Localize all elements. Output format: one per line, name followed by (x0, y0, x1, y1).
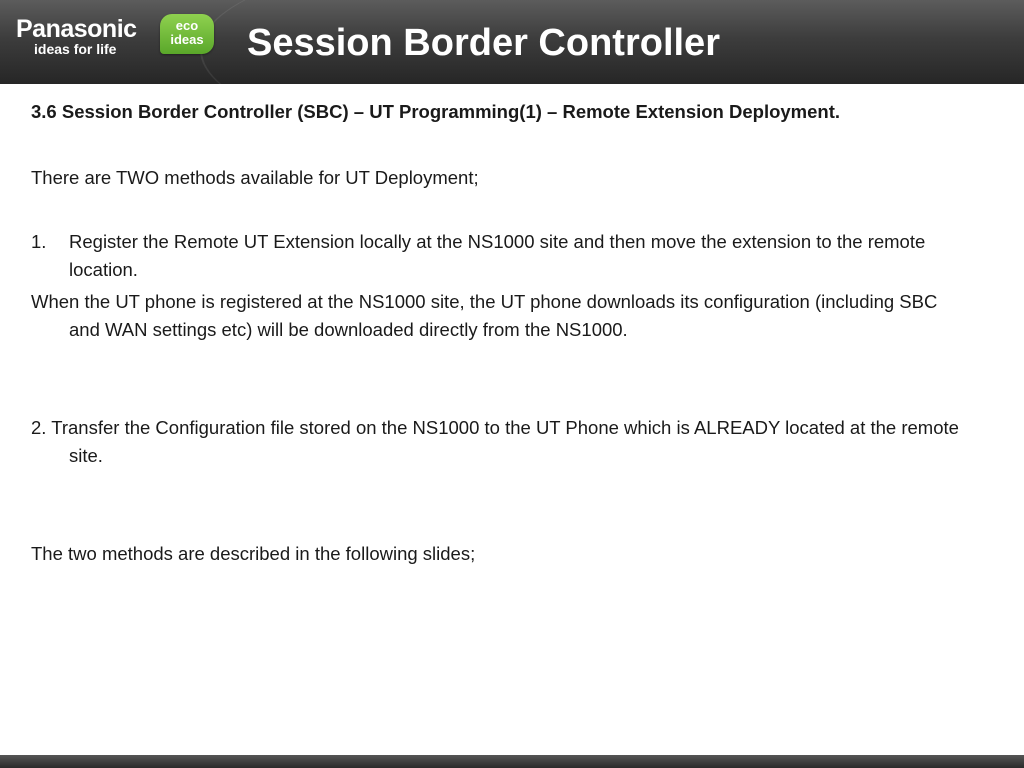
badge-line-ideas: ideas (170, 32, 204, 47)
panasonic-logo (16, 14, 156, 64)
header-bar (0, 0, 1024, 84)
method-2-text: 2. Transfer the Configuration file stored on the NS1000 to the UT Phone which is ALREADY located at the remote site. (31, 417, 959, 466)
intro-text: There are TWO methods available for UT Deployment; (31, 167, 479, 188)
logo-brand-text: Panasonic (16, 15, 137, 43)
logo-tagline: ideas for life (34, 41, 117, 57)
footer-bar (0, 755, 1024, 768)
slide-body (31, 98, 971, 568)
method-1-detail: When the UT phone is registered at the NS1000 site, the UT phone downloads its configuration (including SBC and WAN settings etc) will be downloaded directly from the NS1000. (31, 291, 938, 340)
method-1-number: 1. (31, 231, 47, 252)
slide-title: Session Border Controller (247, 22, 720, 64)
badge-line-eco: eco (175, 18, 199, 33)
method-1-item (31, 228, 971, 284)
closing-text: The two methods are described in the following slides; (31, 543, 476, 564)
section-heading: 3.6 Session Border Controller (SBC) – UT Programming(1) – Remote Extension Deployment. (31, 101, 841, 122)
method-1-text: Register the Remote UT Extension locally at the NS1000 site and then move the extension to the remote location. (69, 231, 926, 280)
eco-ideas-badge (160, 14, 214, 54)
